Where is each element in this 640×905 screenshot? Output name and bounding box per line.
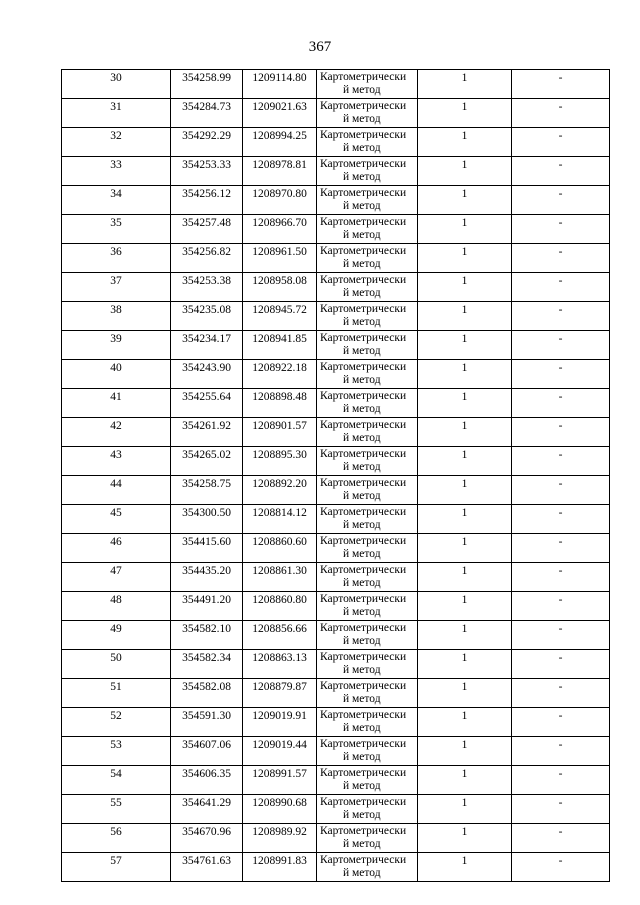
method-cell [317,128,418,157]
x-coordinate-cell: 354265.02 [171,447,243,476]
x-coordinate-cell: 354234.17 [171,331,243,360]
method-cell [317,679,418,708]
method-line-2: й метод [343,605,381,618]
y-coordinate-cell: 1208994.25 [243,128,317,157]
method-line-1: Картометрически [320,187,407,199]
method-cell [317,505,418,534]
table-row [62,128,610,157]
y-coordinate-cell: 1208989.92 [243,824,317,853]
point-number-cell: 39 [62,331,171,360]
accuracy-cell: 1 [418,389,512,418]
accuracy-cell: 1 [418,563,512,592]
y-coordinate-cell: 1208860.60 [243,534,317,563]
description-cell: - [512,505,610,534]
y-coordinate-cell: 1209019.44 [243,737,317,766]
y-coordinate-cell: 1208814.12 [243,505,317,534]
y-coordinate-cell: 1208895.30 [243,447,317,476]
description-cell: - [512,70,610,99]
method-line-1: Картометрически [320,825,407,837]
y-coordinate-cell: 1208901.57 [243,418,317,447]
x-coordinate-cell: 354435.20 [171,563,243,592]
table-row [62,418,610,447]
accuracy-cell: 1 [418,766,512,795]
method-line-2: й метод [343,692,381,705]
method-line-1: Картометрически [320,854,407,866]
table-row [62,273,610,302]
table-row [62,476,610,505]
table-row [62,853,610,882]
description-cell: - [512,244,610,273]
accuracy-cell: 1 [418,621,512,650]
method-cell [317,215,418,244]
method-line-1: Картометрически [320,506,407,518]
accuracy-cell: 1 [418,447,512,476]
point-number-cell: 55 [62,795,171,824]
description-cell: - [512,650,610,679]
y-coordinate-cell: 1208892.20 [243,476,317,505]
table-row [62,824,610,853]
x-coordinate-cell: 354255.64 [171,389,243,418]
accuracy-cell: 1 [418,853,512,882]
method-line-2: й метод [343,750,381,763]
method-line-2: й метод [343,489,381,502]
method-line-1: Картометрически [320,622,407,634]
x-coordinate-cell: 354257.48 [171,215,243,244]
accuracy-cell: 1 [418,99,512,128]
method-cell [317,737,418,766]
method-line-2: й метод [343,257,381,270]
y-coordinate-cell: 1208856.66 [243,621,317,650]
page-number: 367 [308,39,332,55]
table-row [62,389,610,418]
point-number-cell: 48 [62,592,171,621]
description-cell: - [512,853,610,882]
description-cell: - [512,563,610,592]
method-cell [317,331,418,360]
method-line-1: Картометрически [320,564,407,576]
y-coordinate-cell: 1209114.80 [243,70,317,99]
method-line-2: й метод [343,460,381,473]
y-coordinate-cell: 1208970.80 [243,186,317,215]
method-cell [317,476,418,505]
y-coordinate-cell: 1208863.13 [243,650,317,679]
point-number-cell: 51 [62,679,171,708]
method-line-2: й метод [343,663,381,676]
table-row [62,302,610,331]
accuracy-cell: 1 [418,476,512,505]
table-row [62,215,610,244]
y-coordinate-cell: 1208978.81 [243,157,317,186]
description-cell: - [512,592,610,621]
coordinates-table [61,69,610,882]
table-row [62,157,610,186]
method-cell [317,563,418,592]
table-row [62,563,610,592]
method-line-1: Картометрически [320,158,407,170]
accuracy-cell: 1 [418,679,512,708]
description-cell: - [512,447,610,476]
y-coordinate-cell: 1208945.72 [243,302,317,331]
accuracy-cell: 1 [418,360,512,389]
method-line-1: Картометрически [320,303,407,315]
method-line-2: й метод [343,344,381,357]
accuracy-cell: 1 [418,70,512,99]
table-row [62,708,610,737]
method-line-2: й метод [343,83,381,96]
method-line-2: й метод [343,170,381,183]
table-row [62,244,610,273]
description-cell: - [512,621,610,650]
point-number-cell: 57 [62,853,171,882]
x-coordinate-cell: 354292.29 [171,128,243,157]
description-cell: - [512,186,610,215]
description-cell: - [512,273,610,302]
method-line-1: Картометрически [320,216,407,228]
method-line-2: й метод [343,141,381,154]
method-line-1: Картометрически [320,390,407,402]
point-number-cell: 34 [62,186,171,215]
point-number-cell: 45 [62,505,171,534]
method-line-1: Картометрически [320,680,407,692]
x-coordinate-cell: 354591.30 [171,708,243,737]
description-cell: - [512,534,610,563]
method-line-1: Картометрически [320,593,407,605]
table-row [62,679,610,708]
method-cell [317,853,418,882]
y-coordinate-cell: 1208961.50 [243,244,317,273]
x-coordinate-cell: 354258.75 [171,476,243,505]
method-cell [317,244,418,273]
x-coordinate-cell: 354582.34 [171,650,243,679]
table-row [62,795,610,824]
method-cell [317,708,418,737]
point-number-cell: 30 [62,70,171,99]
table-row [62,766,610,795]
x-coordinate-cell: 354253.33 [171,157,243,186]
method-cell [317,621,418,650]
method-line-1: Картометрически [320,245,407,257]
table-row [62,737,610,766]
y-coordinate-cell: 1208860.80 [243,592,317,621]
x-coordinate-cell: 354243.90 [171,360,243,389]
point-number-cell: 49 [62,621,171,650]
x-coordinate-cell: 354253.38 [171,273,243,302]
point-number-cell: 53 [62,737,171,766]
description-cell: - [512,128,610,157]
description-cell: - [512,99,610,128]
x-coordinate-cell: 354491.20 [171,592,243,621]
y-coordinate-cell: 1208898.48 [243,389,317,418]
method-cell [317,534,418,563]
y-coordinate-cell: 1208966.70 [243,215,317,244]
method-line-2: й метод [343,228,381,241]
method-line-2: й метод [343,779,381,792]
accuracy-cell: 1 [418,418,512,447]
method-cell [317,766,418,795]
point-number-cell: 54 [62,766,171,795]
method-line-2: й метод [343,837,381,850]
point-number-cell: 38 [62,302,171,331]
point-number-cell: 44 [62,476,171,505]
method-line-1: Картометрически [320,332,407,344]
table-row [62,99,610,128]
x-coordinate-cell: 354261.92 [171,418,243,447]
method-line-2: й метод [343,373,381,386]
table-row [62,70,610,99]
x-coordinate-cell: 354606.35 [171,766,243,795]
point-number-cell: 42 [62,418,171,447]
method-line-1: Картометрически [320,796,407,808]
accuracy-cell: 1 [418,215,512,244]
x-coordinate-cell: 354670.96 [171,824,243,853]
accuracy-cell: 1 [418,244,512,273]
description-cell: - [512,795,610,824]
point-number-cell: 33 [62,157,171,186]
method-line-1: Картометрически [320,419,407,431]
y-coordinate-cell: 1208958.08 [243,273,317,302]
method-line-1: Картометрически [320,274,407,286]
point-number-cell: 35 [62,215,171,244]
table-row [62,592,610,621]
accuracy-cell: 1 [418,737,512,766]
x-coordinate-cell: 354415.60 [171,534,243,563]
point-number-cell: 36 [62,244,171,273]
method-cell [317,70,418,99]
point-number-cell: 43 [62,447,171,476]
accuracy-cell: 1 [418,128,512,157]
accuracy-cell: 1 [418,157,512,186]
method-line-2: й метод [343,547,381,560]
method-cell [317,795,418,824]
accuracy-cell: 1 [418,186,512,215]
x-coordinate-cell: 354761.63 [171,853,243,882]
method-cell [317,302,418,331]
method-cell [317,824,418,853]
method-line-1: Картометрически [320,477,407,489]
method-cell [317,157,418,186]
accuracy-cell: 1 [418,273,512,302]
x-coordinate-cell: 354256.82 [171,244,243,273]
accuracy-cell: 1 [418,708,512,737]
table-body [62,70,610,882]
method-cell [317,650,418,679]
method-cell [317,99,418,128]
x-coordinate-cell: 354258.99 [171,70,243,99]
method-line-2: й метод [343,518,381,531]
description-cell: - [512,302,610,331]
description-cell: - [512,824,610,853]
method-line-1: Картометрически [320,71,407,83]
table-row [62,447,610,476]
point-number-cell: 50 [62,650,171,679]
point-number-cell: 47 [62,563,171,592]
y-coordinate-cell: 1208991.83 [243,853,317,882]
x-coordinate-cell: 354607.06 [171,737,243,766]
table-row [62,621,610,650]
point-number-cell: 37 [62,273,171,302]
accuracy-cell: 1 [418,505,512,534]
point-number-cell: 31 [62,99,171,128]
method-line-1: Картометрически [320,361,407,373]
y-coordinate-cell: 1209021.63 [243,99,317,128]
y-coordinate-cell: 1208941.85 [243,331,317,360]
table-row [62,331,610,360]
method-line-2: й метод [343,286,381,299]
y-coordinate-cell: 1208879.87 [243,679,317,708]
method-line-2: й метод [343,721,381,734]
accuracy-cell: 1 [418,592,512,621]
method-cell [317,186,418,215]
table-row [62,360,610,389]
description-cell: - [512,331,610,360]
description-cell: - [512,476,610,505]
method-line-2: й метод [343,808,381,821]
method-line-1: Картометрически [320,709,407,721]
method-line-1: Картометрически [320,448,407,460]
method-cell [317,389,418,418]
point-number-cell: 32 [62,128,171,157]
accuracy-cell: 1 [418,302,512,331]
x-coordinate-cell: 354284.73 [171,99,243,128]
x-coordinate-cell: 354256.12 [171,186,243,215]
method-cell [317,273,418,302]
point-number-cell: 40 [62,360,171,389]
table-row [62,650,610,679]
y-coordinate-cell: 1208922.18 [243,360,317,389]
description-cell: - [512,737,610,766]
method-line-2: й метод [343,431,381,444]
table-row [62,186,610,215]
accuracy-cell: 1 [418,534,512,563]
y-coordinate-cell: 1208861.30 [243,563,317,592]
description-cell: - [512,679,610,708]
method-line-2: й метод [343,112,381,125]
table-row [62,505,610,534]
description-cell: - [512,418,610,447]
x-coordinate-cell: 354300.50 [171,505,243,534]
point-number-cell: 46 [62,534,171,563]
x-coordinate-cell: 354641.29 [171,795,243,824]
method-line-2: й метод [343,634,381,647]
method-cell [317,418,418,447]
table-row [62,534,610,563]
method-line-1: Картометрически [320,651,407,663]
y-coordinate-cell: 1209019.91 [243,708,317,737]
x-coordinate-cell: 354235.08 [171,302,243,331]
method-cell [317,447,418,476]
method-line-2: й метод [343,315,381,328]
accuracy-cell: 1 [418,650,512,679]
point-number-cell: 41 [62,389,171,418]
method-line-1: Картометрически [320,738,407,750]
method-line-1: Картометрически [320,129,407,141]
point-number-cell: 56 [62,824,171,853]
accuracy-cell: 1 [418,331,512,360]
description-cell: - [512,766,610,795]
description-cell: - [512,708,610,737]
method-line-2: й метод [343,402,381,415]
method-cell [317,360,418,389]
method-line-1: Картометрически [320,100,407,112]
x-coordinate-cell: 354582.08 [171,679,243,708]
description-cell: - [512,215,610,244]
method-line-2: й метод [343,866,381,879]
method-line-1: Картометрически [320,767,407,779]
method-line-2: й метод [343,199,381,212]
y-coordinate-cell: 1208990.68 [243,795,317,824]
x-coordinate-cell: 354582.10 [171,621,243,650]
description-cell: - [512,389,610,418]
point-number-cell: 52 [62,708,171,737]
method-line-1: Картометрически [320,535,407,547]
method-line-2: й метод [343,576,381,589]
accuracy-cell: 1 [418,795,512,824]
method-cell [317,592,418,621]
description-cell: - [512,360,610,389]
y-coordinate-cell: 1208991.57 [243,766,317,795]
accuracy-cell: 1 [418,824,512,853]
description-cell: - [512,157,610,186]
